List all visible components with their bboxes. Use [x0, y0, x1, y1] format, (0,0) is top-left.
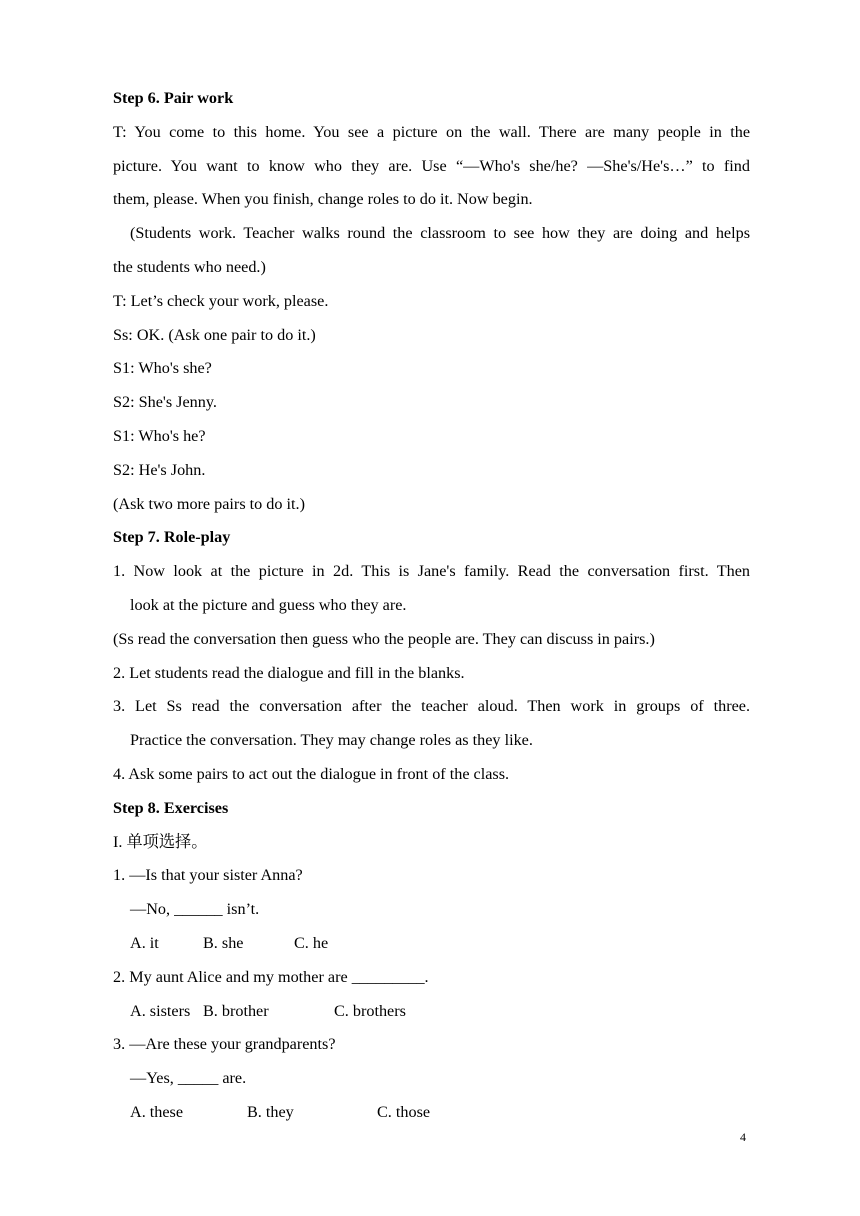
option-b: B. she: [203, 933, 244, 952]
option-a: A. it: [130, 933, 159, 952]
exercise-section-title: I. 单项选择。: [113, 832, 208, 851]
step7-item-1-line-1: 1. Now look at the picture in 2d. This is Jane's family. Read the conversation first. Then: [113, 562, 750, 581]
option-c: C. brothers: [334, 1001, 406, 1020]
step7-item-1-line-2: look at the picture and guess who they are.: [130, 595, 407, 614]
step7-note: (Ss read the conversation then guess who the people are. They can discuss in pairs.): [113, 629, 655, 648]
step8-heading: Step 8. Exercises: [113, 798, 229, 817]
dialogue-line: T: Let’s check your work, please.: [113, 291, 329, 310]
option-b: B. they: [247, 1102, 294, 1121]
dialogue-line: S1: Who's he?: [113, 426, 206, 445]
question-2: 2. My aunt Alice and my mother are _________.: [113, 967, 429, 986]
question-3: 3. —Are these your grandparents?: [113, 1035, 336, 1054]
step7-heading: Step 7. Role-play: [113, 528, 231, 547]
question-2-options: [113, 995, 750, 1029]
document-page: [113, 82, 750, 1130]
step6-paragraph-line-2: picture. You want to know who they are. Use “—Who's she/he? —She's/He's…” to find: [113, 156, 750, 175]
dialogue-line: S2: He's John.: [113, 460, 206, 479]
option-c: C. he: [294, 933, 329, 952]
step7-item-2: 2. Let students read the dialogue and fill in the blanks.: [113, 663, 465, 682]
dialogue-line: S2: She's Jenny.: [113, 393, 217, 412]
question-3-options: [113, 1096, 750, 1130]
page-number: 4: [740, 1130, 746, 1144]
step6-note-line-1: (Students work. Teacher walks round the classroom to see how they are doing and helps: [130, 224, 750, 243]
option-c: C. those: [377, 1102, 431, 1121]
step7-item-3-line-2: Practice the conversation. They may change roles as they like.: [130, 731, 533, 750]
question-1: 1. —Is that your sister Anna?: [113, 866, 303, 885]
step6-paragraph-line-1: T: You come to this home. You see a picture on the wall. There are many people in the: [113, 122, 750, 141]
question-1-options: [113, 927, 750, 961]
option-b: B. brother: [203, 1001, 269, 1020]
step6-heading: Step 6. Pair work: [113, 89, 234, 107]
step6-paragraph-line-3: them, please. When you finish, change roles to do it. Now begin.: [113, 190, 533, 209]
step6-note-line-2: the students who need.): [113, 257, 266, 276]
dialogue-line: S1: Who's she?: [113, 359, 212, 378]
option-a: A. these: [130, 1102, 184, 1121]
question-1-blank-line: —No, ______ isn’t.: [130, 900, 260, 919]
question-3-blank-line: —Yes, _____ are.: [130, 1069, 247, 1088]
step7-item-3-line-1: 3. Let Ss read the conversation after the teacher aloud. Then work in groups of three.: [113, 697, 750, 716]
option-a: A. sisters: [130, 1001, 191, 1020]
dialogue-line: (Ask two more pairs to do it.): [113, 494, 305, 513]
step7-item-4: 4. Ask some pairs to act out the dialogue in front of the class.: [113, 764, 510, 783]
dialogue-line: Ss: OK. (Ask one pair to do it.): [113, 325, 316, 344]
